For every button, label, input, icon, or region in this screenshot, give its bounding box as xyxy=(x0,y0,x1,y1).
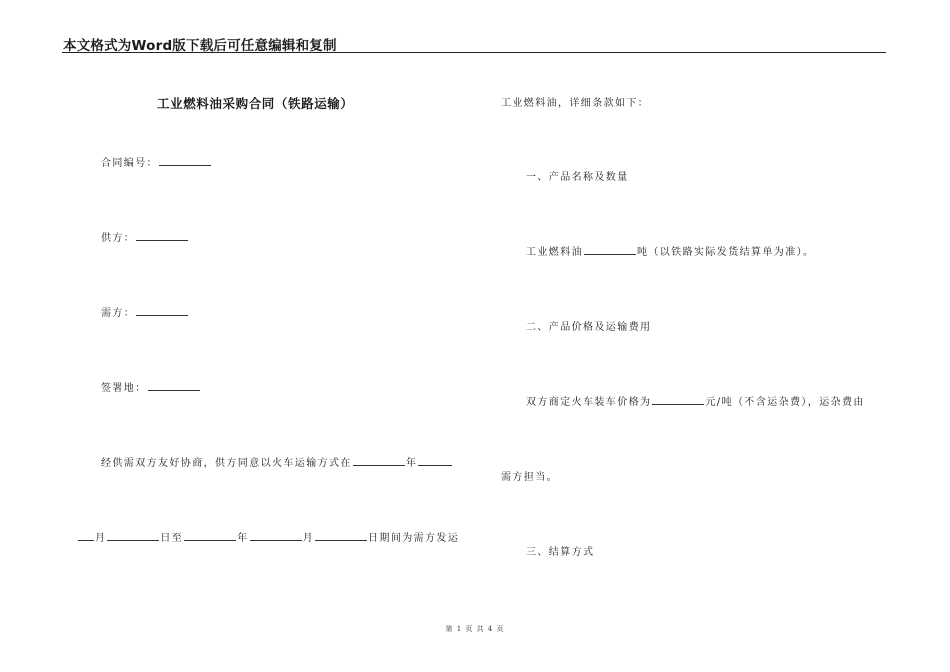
intro-text: 工业燃料油，详细条款如下： xyxy=(501,98,650,109)
price-blank xyxy=(652,394,704,405)
section-1-text xyxy=(526,243,814,258)
intro-line xyxy=(501,94,649,109)
date-blank xyxy=(107,530,159,541)
date-blank xyxy=(353,455,405,466)
header-divider xyxy=(62,52,886,53)
section-1-text-b: 吨（以铁路实际发货结算单为准）。 xyxy=(637,247,815,258)
date-blank xyxy=(315,530,367,541)
para1-text-d: 日至 xyxy=(160,533,184,544)
section-2-heading xyxy=(526,318,651,333)
section-1-text-a: 工业燃料油 xyxy=(526,247,583,258)
section-3-heading xyxy=(526,543,594,558)
date-blank xyxy=(250,530,302,541)
section-2-heading-text: 二、产品价格及运输费用 xyxy=(526,322,652,333)
sign-place-label: 签署地： xyxy=(101,383,147,394)
buyer-label: 需方： xyxy=(101,308,136,319)
section-2-text xyxy=(526,393,865,408)
buyer-line xyxy=(101,304,189,319)
header-banner: 本文格式为Word版下载后可任意编辑和复制 xyxy=(63,38,337,54)
paragraph-line-2 xyxy=(77,529,459,544)
para1-text-g: 日期间为需方发运 xyxy=(368,533,460,544)
section-2-text-c: 需方担当。 xyxy=(501,472,558,483)
sign-place-blank xyxy=(148,380,200,391)
section-2-text-a: 双方商定火车装车价格为 xyxy=(526,397,652,408)
contract-number-label: 合同编号： xyxy=(101,158,158,169)
section-3-heading-text: 三、结算方式 xyxy=(526,547,595,558)
section-2-text-continued xyxy=(501,468,558,483)
supplier-blank xyxy=(136,230,188,241)
para1-text-b: 年 xyxy=(405,458,418,469)
para1-text-e: 年 xyxy=(237,533,249,544)
contract-number-line xyxy=(101,154,212,169)
supplier-label: 供方： xyxy=(101,233,136,244)
sign-place-line xyxy=(101,379,201,394)
page-indicator: 第 1 页 共 4 页 xyxy=(445,625,505,633)
supplier-line xyxy=(101,229,189,244)
contract-number-blank xyxy=(159,155,211,166)
section-1-heading-text: 一、产品名称及数量 xyxy=(526,172,629,183)
para1-text-f: 月 xyxy=(302,533,315,544)
para1-text-c: 月 xyxy=(95,533,107,544)
document-title: 工业燃料油采购合同（铁路运输） xyxy=(157,96,354,111)
paragraph-line-1 xyxy=(101,454,453,469)
date-blank xyxy=(418,455,452,466)
section-2-text-b: 元/吨（不含运杂费），运杂费由 xyxy=(705,397,865,408)
para1-text-a: 经供需双方友好协商，供方同意以火车运输方式在 xyxy=(101,458,352,469)
quantity-blank xyxy=(584,244,636,255)
section-1-heading xyxy=(526,168,629,183)
date-blank xyxy=(184,530,236,541)
date-blank xyxy=(78,530,94,541)
buyer-blank xyxy=(136,305,188,316)
